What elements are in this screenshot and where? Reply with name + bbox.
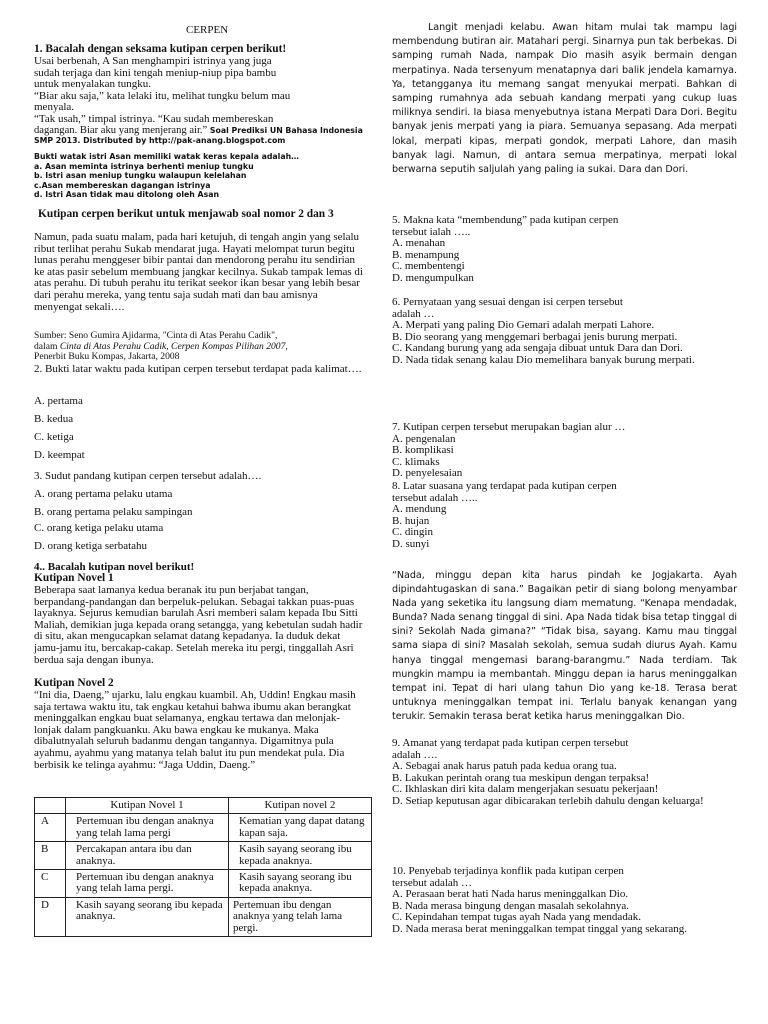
table-cell: Kasih sayang seorang ibu kepada anaknya. — [229, 842, 372, 870]
q3-option: A. orang pertama pelaku utama — [34, 488, 173, 500]
table-cell: Kasih sayang seorang ibu kepada anaknya. — [66, 897, 229, 936]
q1-option: c.Asan membereskan dagangan istrinya — [34, 180, 211, 190]
q7-question: 7. Kutipan cerpen tersebut merupakan bagian alur … — [392, 421, 626, 433]
q10-option: D. Nada merasa berat meninggalkan tempat tinggal yang sekarang. — [392, 922, 688, 935]
q6-block — [392, 297, 727, 367]
passage-moving: “Nada, minggu depan kita harus pindah ke Jogjakarta. Ayah dipindahtugaskan di sana.” Bagaikan petir di siang bolong menyambar Nada yang seketika itu langsung diam mematung. “Kenapa mendadak, Bunda? Nada senang tinggal di sini. Apa Nada tidak bisa tetap tinggal di sini? Sekolah Nada gimana?” “Tidak bisa, sayang. Kamu mau tinggal sama siapa di sini? Masalah sekolah, semua sudah diurus Ayah. Kamu hanya tinggal mengemasi barang-barangmu.” Nada terdiam. Tak mungkin mampu ia membantah. Minggu depan ia harus meninggalkan tempat ini. Tepat di hari ulang tahun Dio yang ke-18. Terasa berat untuknya meninggalkan tempat ini. Terlalu banyak kenangan yang terukir. Semakin terasa berat ketika harus meninggalkan Dio. — [392, 570, 737, 722]
table-header-cell: Kutipan Novel 1 — [66, 798, 229, 814]
q5-option: A. menahan — [392, 237, 446, 250]
q7-block — [392, 422, 737, 480]
table-row — [35, 897, 372, 936]
q10-option: B. Nada merasa bingung dengan masalah sekolahnya. — [392, 899, 630, 912]
novel2-text: “Ini dia, Daeng,” ujarku, lalu engkau kuambil. Ah, Uddin! Engkau masih saja tertawa waktu itu, tak engkau ketahui bahwa ibumu akan berangkat meninggalkan engkau buat selamanya, engkau tertawa dan melonjak-lonjak dalam pangkuanku. Aku bawa engkau ke mukanya. Maka dibalutnyalah seluruh badanmu dengan tangannya. Digamitnya pula ayahmu, ayahmu yang matanya telah balut itu pun mendekat pula. Dia berbisik ke telinga ayahmu: “Jaga Uddin, Daeng.” — [34, 689, 356, 771]
q4-heading: 4.. Bacalah kutipan novel berikut! — [34, 561, 195, 573]
q10-question-line: 10. Penyebab terjadinya konflik pada kutipan cerpen — [392, 865, 624, 877]
table-cell-key: D — [35, 897, 66, 936]
q9-option: B. Lakukan perintah orang tua meskipun dengan terpaksa! — [392, 771, 650, 784]
q6-option: B. Dio seorang yang menggemari berbagai jenis burung merpati. — [392, 330, 678, 343]
q6-option: D. Nada tidak senang kalau Dio memelihara banyak burung merpati. — [392, 353, 695, 366]
q1-question: Bukti watak istri Asan memiliki watak keras kepala adalah… — [34, 152, 299, 161]
q9-option: D. Setiap keputusan agar dibicarakan terlebih dahulu dengan keluarga! — [392, 794, 704, 807]
q1-dialog-line: “Tak usah,” timpal istrinya. “Kau sudah membereskan — [34, 112, 274, 125]
q10-block — [392, 866, 730, 936]
table-cell-key: A — [35, 814, 66, 842]
table-cell-key: C — [35, 870, 66, 898]
novel2-title: Kutipan Novel 2 — [34, 677, 114, 689]
q1-dialog-line: menyala. — [34, 101, 75, 114]
q5-block — [392, 215, 737, 285]
table-header-row — [35, 798, 372, 814]
q1-option: d. Istri Asan tidak mau ditolong oleh Asan — [34, 190, 220, 199]
q1-passage — [34, 56, 370, 147]
q5-question-line: tersebut ialah ….. — [392, 225, 471, 238]
table-row — [35, 842, 372, 870]
table-cell: Pertemuan ibu dengan anaknya yang telah lama pergi. — [66, 870, 229, 898]
q23-passage: Namun, pada suatu malam, pada hari ketujuh, di tengah angin yang selalu ribut terlihat perahu Sukab mendarat juga. Hayati melompat turun begitu lunas perahu menggeser bibir pantai dan mendorong perahu itu sendirian ke atas pasir sebelum membuang jangkar kecilnya. Sukab tampak lemas di atas perahu. Di tubuh perahu itu terikat seekor ikan besar yang lebih besar dari perahu mereka, yang tentu saja sudah mati dan bau amisnya menyengat sekali…. — [34, 231, 363, 313]
q5-question-line: 5. Makna kata “membendung” pada kutipan cerpen — [392, 214, 619, 226]
q1-question-block — [34, 152, 370, 200]
q7-option: D. penyelesaian — [392, 467, 463, 480]
table-cell: Pertemuan ibu dengan anaknya yang telah lama pergi — [66, 814, 229, 842]
q23-source-prefix: dalam — [34, 340, 60, 352]
novel1-title: Kutipan Novel 1 — [34, 572, 114, 584]
q9-block — [392, 738, 730, 808]
q6-option: C. Kandang burung yang ada sengaja dibuat untuk Dara dan Dori. — [392, 342, 683, 355]
q1-passage-line: untuk menyalakan tungku. — [34, 78, 152, 91]
q6-option: A. Merpati yang paling Dio Gemari adalah merpati Lahore. — [392, 319, 655, 332]
q1-heading: 1. Bacalah dengan seksama kutipan cerpen berikut! — [34, 43, 287, 55]
q10-question-line: tersebut adalah … — [392, 876, 473, 889]
passage-pigeons: Langit menjadi kelabu. Awan hitam mulai tak mampu lagi membendung butiran air. Matahari pergi. Sinarnya pun tak berbekas. Di samping rumah Nada, nampak Dio masih asyik bermain dengan merpatinya. Nada tersenyum menatapnya dari balik jendela kamarnya. Ya, tetangganya itu memang sangat menyukai merpati. Bahkan di samping rumahnya ada sebuah kandang merpati yang cukup luas miliknya sendiri. Ia biasa menyebutnya istana Merpati Dara Dori. Begitu banyak jenis merpati yang ia piara. Semuanya sepasang. Ada merpati lokal, merpati kipas, merpati gondok, merpati Lahore, dan masih banyak lagi. Namun, di antara semua merpatinya, merpati lokal berwarna seputih saljulah yang paling ia sukai. Dara dan Dori. — [392, 22, 737, 176]
q1-passage-line: sudah terjaga dan kini tengah meniup-niup pipa bambu — [34, 66, 277, 79]
q8-option: B. hujan — [392, 514, 430, 527]
q6-question-line: 6. Pernyataan yang sesuai dengan isi cerpen tersebut — [392, 296, 623, 308]
q2-option: D. keempat — [34, 449, 85, 461]
q3-option: C. orang ketiga pelaku utama — [34, 522, 164, 534]
novel1-text: Beberapa saat lamanya kedua beranak itu pun berjabat tangan, berpandang-pandangan dan berpeluk-pelukan. Sebagai takkan puas-puas layaknya. Sejurus kemudian barulah Asri memberi salam kepada Ibu Sitti Maliah, demikian juga kepada orang setangga, yang kebetulan sudah hadir di situ, akan mengucapkan selamat datang kepadanya. Ia duduk dekat jamu-jamu itu, bercakap-cakap. Setelah mereka itu pergi, tinggallah Asri berdua saja dengan ibunya. — [34, 584, 363, 666]
answer-table — [34, 797, 372, 937]
q1-dialog-line: dagangan. Biar aku yang menjerang air.” — [34, 124, 208, 136]
page-title: CERPEN — [186, 24, 229, 36]
table-header-cell — [35, 798, 66, 814]
table-row — [35, 814, 372, 842]
q7-option: C. klimaks — [392, 455, 440, 468]
q1-option: a. Asan meminta istrinya berhenti meniup tungku — [34, 161, 254, 171]
table-cell-key: B — [35, 842, 66, 870]
q23-heading: Kutipan cerpen berikut untuk menjawab soal nomor 2 dan 3 — [38, 208, 334, 220]
q3-option: B. orang pertama pelaku sampingan — [34, 506, 193, 518]
table-header-cell: Kutipan novel 2 — [229, 798, 372, 814]
q5-option: B. menampung — [392, 248, 460, 261]
q7-option: B. komplikasi — [392, 444, 454, 457]
q1-option: b. Istri asan meniup tungku walaupun kelelahan — [34, 171, 247, 180]
table-cell: Kematian yang dapat datang kapan saja. — [229, 814, 372, 842]
q23-source — [34, 331, 370, 363]
table-cell: Pertemuan ibu dengan anaknya yang telah lama pergi. — [229, 897, 372, 936]
q9-question-line: adalah …. — [392, 748, 438, 761]
q23-source-title: Cinta di Atas Perahu Cadik, Cerpen Kompas Pilihan 2007, — [59, 340, 288, 352]
q2-question: 2. Bukti latar waktu pada kutipan cerpen tersebut terdapat pada kalimat…. — [34, 363, 362, 375]
q2-option: C. ketiga — [34, 431, 74, 443]
q23-source-line: Penerbit Buku Kompas, Jakarta, 2008 — [34, 351, 180, 363]
q8-question-line: tersebut adalah ….. — [392, 491, 478, 504]
table-cell: Kasih sayang seorang ibu kepada anaknya. — [229, 870, 372, 898]
q5-option: C. membentengi — [392, 260, 465, 273]
q1-source: Soal Prediksi UN Bahasa Indonesia SMP 2013. Distributed by http://pak-anang.blogspot.com — [34, 125, 363, 146]
q1-passage-line: Usai berbenah, A San menghampiri istrinya yang juga — [34, 55, 272, 67]
q8-block — [392, 481, 737, 551]
q7-option: A. pengenalan — [392, 432, 456, 445]
q8-question-line: 8. Latar suasana yang terdapat pada kutipan cerpen — [392, 480, 617, 492]
q9-option: A. Sebagai anak harus patuh pada kedua orang tua. — [392, 760, 617, 773]
q2-option: A. pertama — [34, 395, 83, 407]
q9-option: C. Ikhlaskan diri kita dalam mengerjakan sesuatu pekerjaan! — [392, 783, 659, 796]
q5-option: D. mengumpulkan — [392, 271, 474, 284]
q3-option: D. orang ketiga serbatahu — [34, 540, 148, 552]
q10-option: A. Perasaan berat hati Nada harus meninggalkan Dio. — [392, 888, 629, 901]
q2-option: B. kedua — [34, 413, 74, 425]
q1-dialog-line: “Biar aku saja,” kata lelaki itu, melihat tungku belum mau — [34, 89, 291, 102]
q8-option: A. mendung — [392, 503, 447, 516]
table-row — [35, 870, 372, 898]
q3-question: 3. Sudut pandang kutipan cerpen tersebut adalah…. — [34, 470, 262, 482]
q10-option: C. Kepindahan tempat tugas ayah Nada yang mendadak. — [392, 911, 641, 924]
q6-question-line: adalah … — [392, 307, 435, 320]
table-cell: Percakapan antara ibu dan anaknya. — [66, 842, 229, 870]
q9-question-line: 9. Amanat yang terdapat pada kutipan cerpen tersebut — [392, 737, 629, 749]
q23-source-line: Sumber: Seno Gumira Ajidarma, "Cinta di Atas Perahu Cadik", — [34, 330, 278, 341]
q8-option: C. dingin — [392, 526, 433, 539]
q8-option: D. sunyi — [392, 537, 430, 550]
